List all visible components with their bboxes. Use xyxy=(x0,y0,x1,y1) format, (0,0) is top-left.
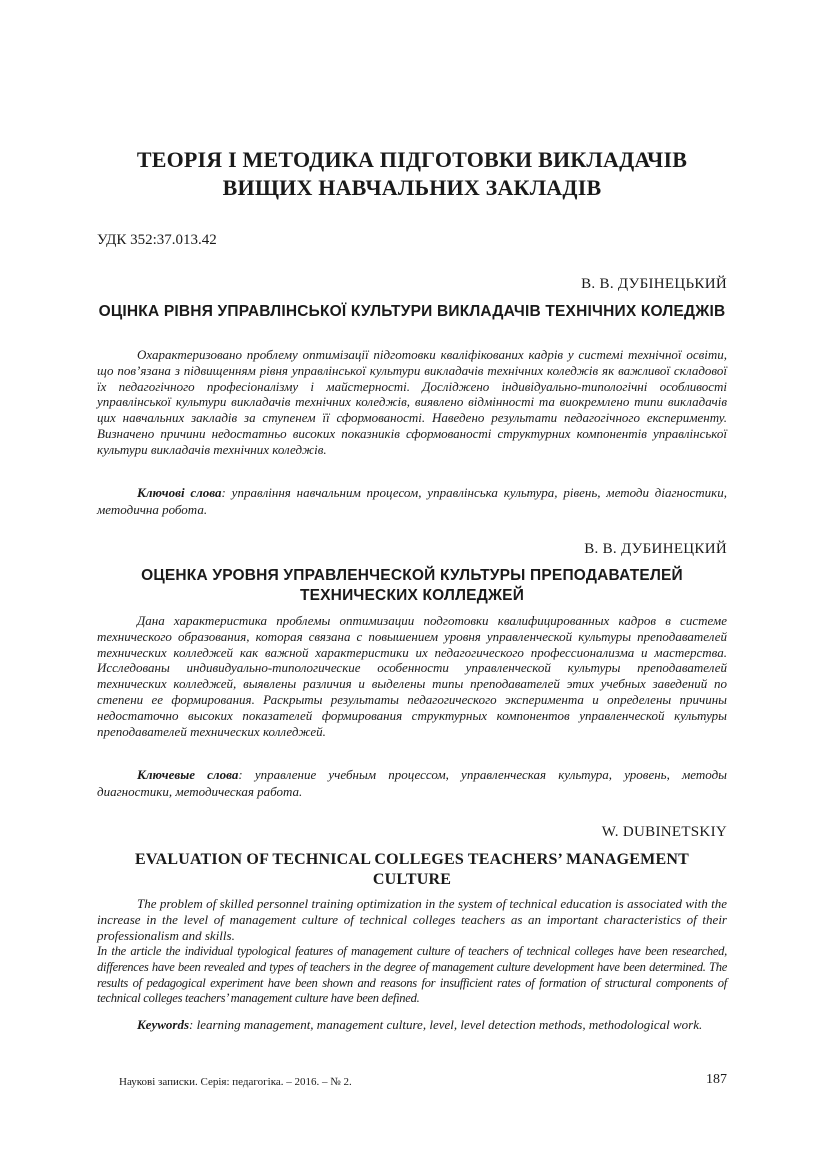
keywords-text-english: : learning management, management culture, level, level detection methods, methodological work. xyxy=(189,1017,703,1032)
keywords-text-ukrainian: : управління навчальним процесом, управлінська культура, рівень, методи діагностики, методична робота. xyxy=(97,485,727,517)
keywords-english xyxy=(97,1016,727,1033)
keywords-ukrainian xyxy=(97,484,727,518)
author-russian: В. В. ДУБИНЕЦКИЙ xyxy=(584,541,727,557)
abstract-english-part1: The problem of skilled personnel training optimization in the system of technical education is associated with the increase in the level of management culture of technical colleges teachers as an important characteristics of their professionalism and skills. xyxy=(97,896,727,943)
article-title-russian: ОЦЕНКА УРОВНЯ УПРАВЛЕНЧЕСКОЙ КУЛЬТУРЫ ПРЕПОДАВАТЕЛЕЙ ТЕХНИЧЕСКИХ КОЛЛЕДЖЕЙ xyxy=(141,567,683,604)
keywords-text-russian: : управление учебным процессом, управленческая культура, уровень, методы диагностики, методическая работа. xyxy=(97,767,727,799)
article-title-english: EVALUATION OF TECHNICAL COLLEGES TEACHERS’ MANAGEMENT CULTURE xyxy=(135,851,689,888)
abstract-english-part2: In the article the individual typological features of management culture of teachers of technical colleges have been researched, differences have been revealed and types of teachers in the degree of management culture development have been determined. The results of pedagogical experiment have been shown and reasons for insufficient rates of formation of structural components of technical colleges teachers’ management culture have been defined. xyxy=(97,944,727,1006)
keywords-label-ukrainian: Ключові слова xyxy=(137,485,222,500)
abstract-russian: Дана характеристика проблемы оптимизации подготовки квалифицированных кадров в системе технического образования, которая связана с повышением уровня управленческой культуры преподавателей технических колледжей как важной характеристики их педагогического профессионализма и мастерства. Исследованы индивидуально-типологические особенности управленческой культуры преподавателей технических колледжей, выявлены различия и выделены типы преподавателей этих учебных заведений по степени ее формирования. Раскрыты результаты педагогического эксперимента и определены причины недостаточно высоких показателей формирования структурных компонентов управленческой культуры преподавателей технических колледжей. xyxy=(97,613,727,739)
footer-journal: Наукові записки. Серія: педагогіка. – 2016. – № 2. xyxy=(119,1076,352,1088)
section-title: ТЕОРІЯ І МЕТОДИКА ПІДГОТОВКИ ВИКЛАДАЧІВ ВИЩИХ НАВЧАЛЬНИХ ЗАКЛАДІВ xyxy=(136,147,688,200)
abstract-ukrainian: Охарактеризовано проблему оптимізації підготовки кваліфікованих кадрів у системі технічної освіти, що пов’язана з підвищенням рівня управлінської культури викладачів технічних коледжів як важливої складової їх педагогічного професіоналізму і майстерності. Досліджено індивідуально-типологічні особливості управлінської культури викладачів технічних коледжів, виявлено відмінності та виокремлено типи викладачів цих навчальних закладів за ступенем її сформованості. Наведено результати педагогічного експерименту. Визначено причини недостатньо високих показників сформованості структурних компонентів управлінської культури викладачів технічних коледжів. xyxy=(97,347,727,457)
keywords-russian xyxy=(97,766,727,800)
udk-code: УДК 352:37.013.42 xyxy=(97,232,217,248)
keywords-label-english: Keywords xyxy=(137,1017,189,1032)
article-title-ukrainian: ОЦІНКА РІВНЯ УПРАВЛІНСЬКОЇ КУЛЬТУРИ ВИКЛАДАЧІВ ТЕХНІЧНИХ КОЛЕДЖІВ xyxy=(98,303,726,320)
page-number: 187 xyxy=(706,1072,727,1087)
author-english: W. DUBINETSKIY xyxy=(601,824,727,840)
author-ukrainian: В. В. ДУБІНЕЦЬКИЙ xyxy=(581,276,727,292)
keywords-label-russian: Ключевые слова xyxy=(137,767,239,782)
